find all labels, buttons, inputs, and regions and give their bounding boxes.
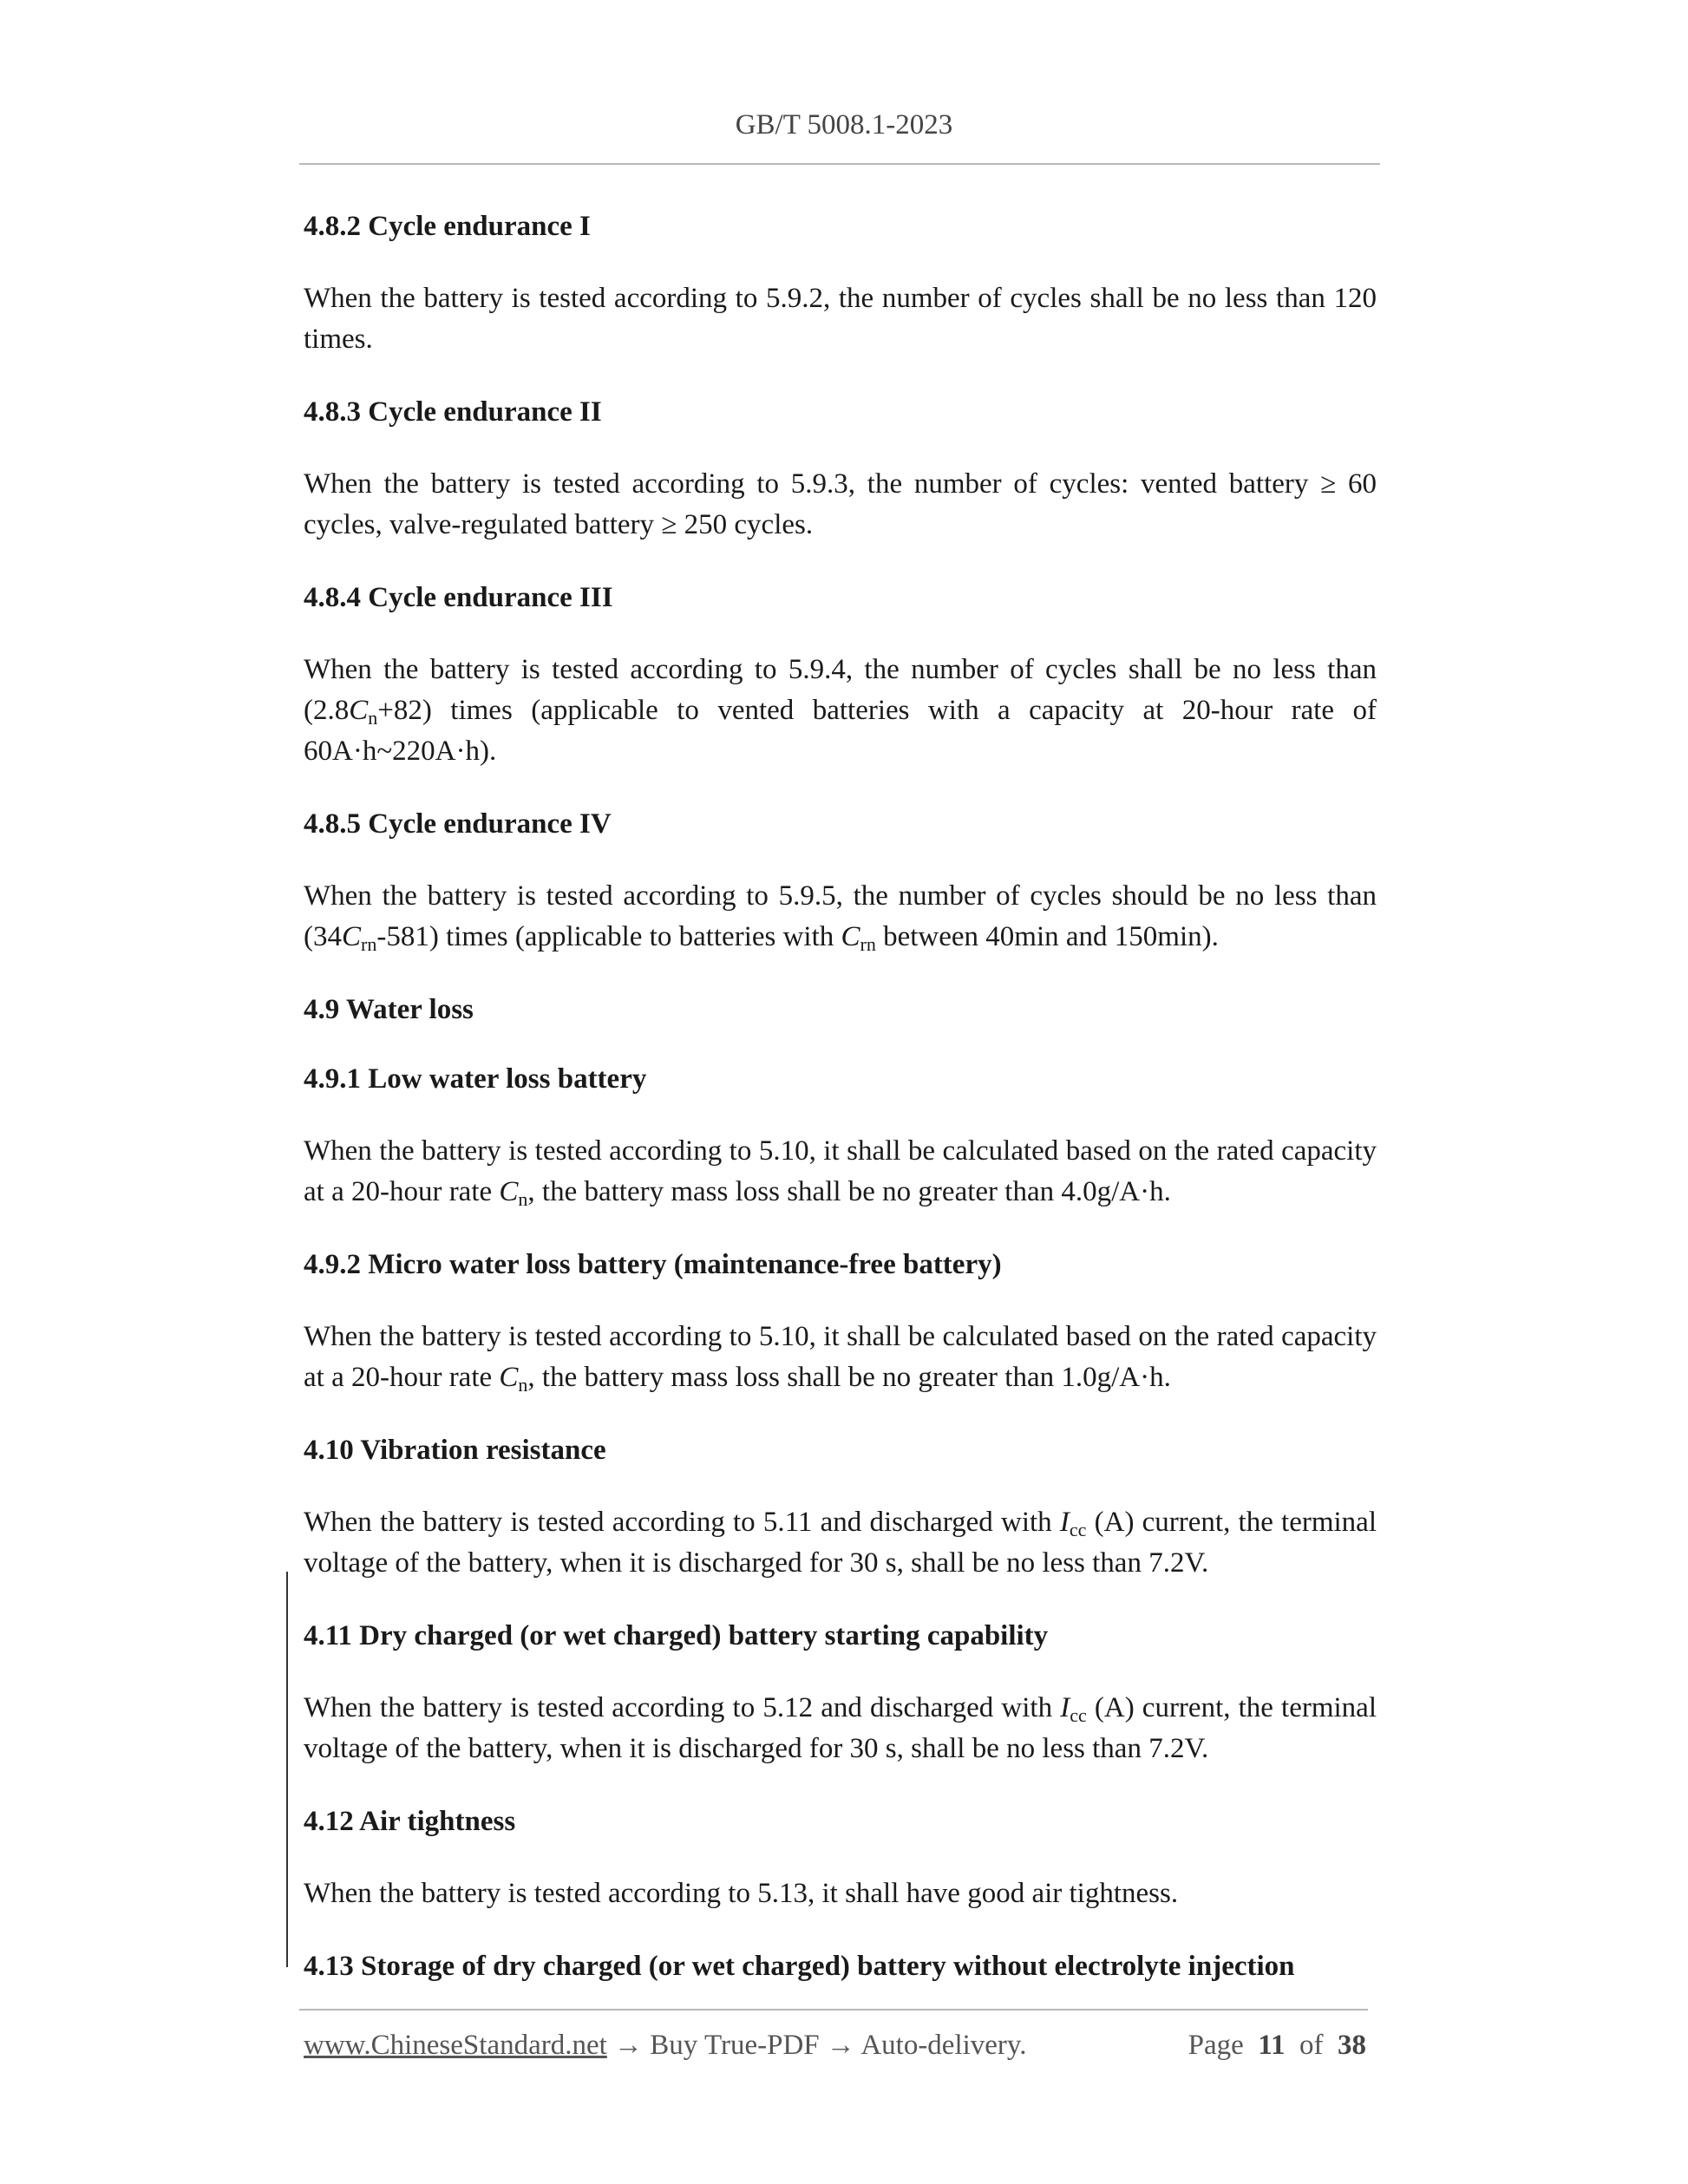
section-heading: 4.11 Dry charged (or wet charged) battery starting capability: [304, 1620, 1049, 1651]
section-paragraph: When the battery is tested according to 5.12 and discharged with $I_{cc}$ (A) current, the terminal voltage of the battery, when it is discharged for 30 s, shall be no less than 7.2V.: [304, 1692, 1377, 1764]
header-divider: [299, 163, 1380, 165]
document-body: [304, 209, 1377, 1984]
section-paragraph: When the battery is tested according to 5.9.5, the number of cycles should be no less than $(34C_{rn}-581)$ times (applicable to batteries with $C_{rn}$ between 40min and 150min).: [304, 880, 1377, 955]
footer-divider: [299, 2009, 1368, 2011]
page-label: Page: [1187, 2030, 1244, 2061]
section-heading: 4.12 Air tightness: [304, 1806, 516, 1837]
section-heading: 4.13 Storage of dry charged (or wet charged) battery without electrolyte injection: [304, 1951, 1295, 1982]
section-paragraph: When the battery is tested according to 5.13, it shall have good air tightness.: [304, 1878, 1179, 1909]
section-paragraph: When the battery is tested according to 5.10, it shall be calculated based on the rated capacity at a 20-hour rate $C_n$, the battery mass loss shall be no greater than 4.0g/A·h.: [304, 1135, 1377, 1210]
website-link[interactable]: www.ChineseStandard.net: [304, 2030, 607, 2061]
header-title: GB/T 5008.1-2023: [735, 109, 953, 141]
section-paragraph: When the battery is tested according to 5.9.4, the number of cycles shall be no less than $(2.8C_n+82)$ times (applicable to vented batteries with a capacity at 20-hour rate of 60A·h~220A·h).: [304, 654, 1377, 767]
footer: [304, 2030, 1366, 2068]
page-total: 38: [1338, 2030, 1366, 2061]
change-bar: [286, 1572, 288, 1967]
section-paragraph: When the battery is tested according to 5.9.2, the number of cycles shall be no less than 120 times.: [304, 283, 1377, 355]
section-paragraph: When the battery is tested according to 5.9.3, the number of cycles: vented battery ≥ 60 cycles, valve-regulated battery ≥ 250 cycles.: [304, 468, 1377, 540]
section-heading: 4.8.2 Cycle endurance I: [304, 211, 591, 242]
section-heading: 4.9.2 Micro water loss battery (maintenance-free battery): [304, 1249, 1002, 1280]
section-paragraph: When the battery is tested according to 5.11 and discharged with $I_{cc}$ (A) current, the terminal voltage of the battery, when it is discharged for 30 s, shall be no less than 7.2V.: [304, 1507, 1377, 1579]
of-label: of: [1299, 2030, 1324, 2061]
section-heading: 4.8.4 Cycle endurance III: [304, 582, 613, 613]
section-paragraph: When the battery is tested according to 5.10, it shall be calculated based on the rated capacity at a 20-hour rate $C_n$, the battery mass loss shall be no greater than 1.0g/A·h.: [304, 1321, 1377, 1396]
arrow-right-icon: →: [614, 2030, 644, 2061]
footer-promo: [304, 2030, 1027, 2062]
buy-pdf-text: Buy True-PDF: [650, 2030, 820, 2061]
section-heading: 4.10 Vibration resistance: [304, 1435, 606, 1466]
section-heading: 4.9 Water loss: [304, 994, 474, 1025]
section-heading: 4.8.5 Cycle endurance IV: [304, 808, 612, 840]
delivery-text: Auto-delivery.: [860, 2030, 1027, 2061]
arrow-right-icon: →: [826, 2030, 855, 2061]
section-heading: 4.8.3 Cycle endurance II: [304, 396, 602, 428]
page-indicator: [1188, 2030, 1366, 2062]
page-number: 11: [1258, 2030, 1286, 2061]
section-heading: 4.9.1 Low water loss battery: [304, 1063, 647, 1095]
